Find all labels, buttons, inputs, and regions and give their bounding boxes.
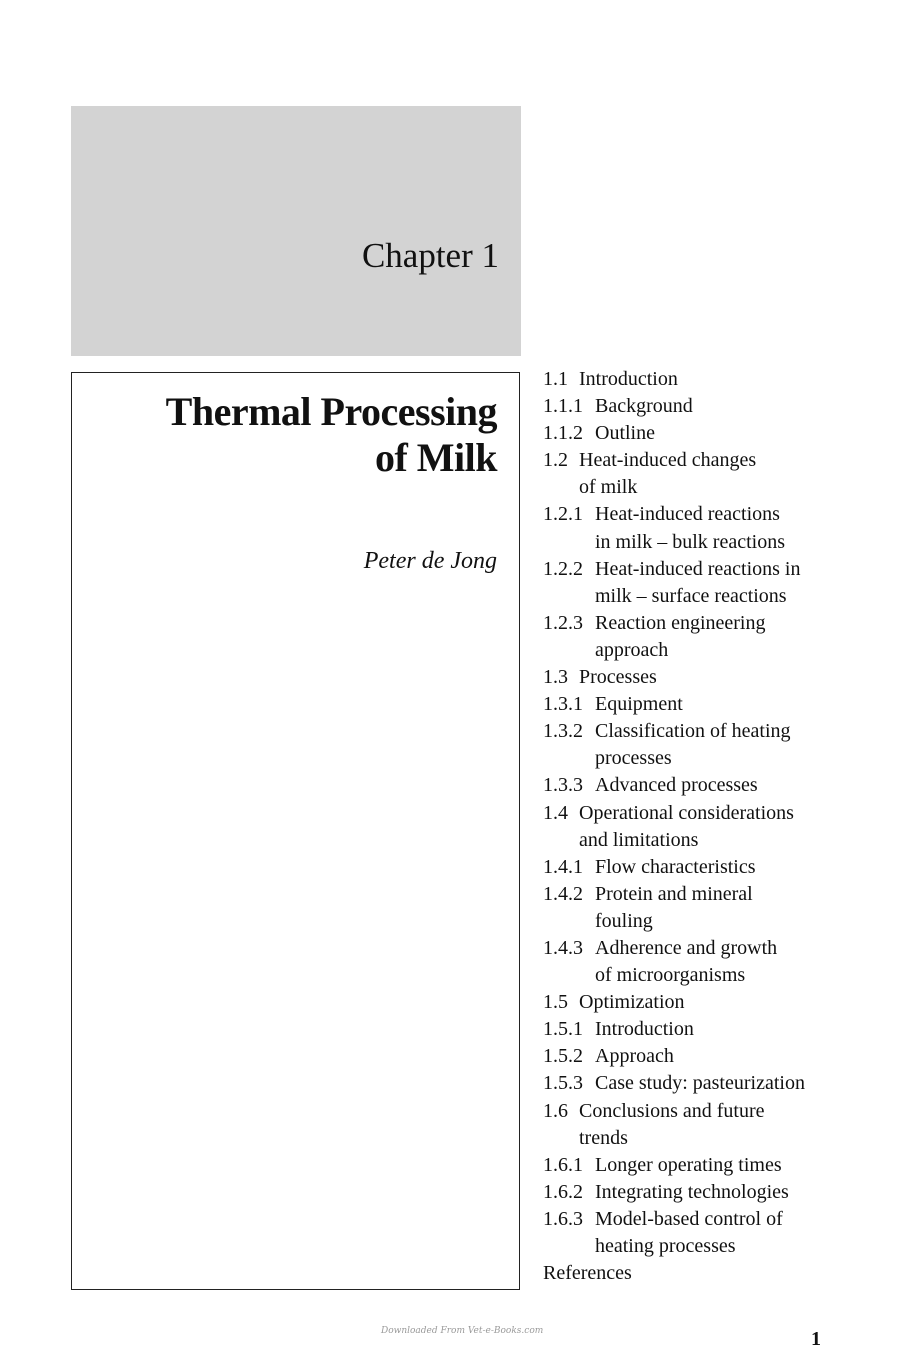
toc-entry [543,718,843,772]
toc-entry-number: 1.5.2 [543,1045,583,1068]
chapter-title [166,389,497,481]
toc-entry [543,800,843,854]
toc-entry-number: 1.4.1 [543,855,583,878]
chapter-banner [71,106,521,356]
toc-entry-title: Adherence and growth of microorganisms [595,936,778,987]
toc-entry-number: 1.3 [543,666,568,689]
toc-entry [543,1070,843,1097]
toc-entry [543,1043,843,1070]
toc-entry-number: 1.1.2 [543,422,583,445]
page-number: 1 [811,1328,821,1350]
toc-entry [543,447,843,501]
toc-entry [543,881,843,935]
toc-entry [543,610,843,664]
toc-entry-title: Conclusions and future trends [579,1099,765,1149]
toc-entry [543,1016,843,1043]
toc-entry-number: 1.6.2 [543,1180,583,1203]
toc-entry [543,854,843,881]
author-name: Peter de Jong [363,548,497,574]
chapter-title-line-1: Thermal Processing [165,389,497,434]
toc-entry-number: 1.2.2 [543,557,583,580]
toc-entry-title: Approach [595,1045,674,1068]
toc-entry-title: Processes [579,666,657,689]
toc-entry-title: Model-based control of heating processes [595,1207,783,1257]
toc-entry-title: Reaction engineering approach [595,611,766,661]
toc-entry [543,556,843,610]
toc-entry-number: 1.2 [543,449,568,472]
toc-entry [543,935,843,989]
toc-entry-title: Protein and mineral fouling [595,882,753,932]
toc-entry-number: 1.3.1 [543,693,583,716]
toc-entry [543,393,843,420]
toc-entry-title: Flow characteristics [595,855,756,878]
toc-entry-number: 1.4.3 [543,936,583,959]
toc-entry-title: Advanced processes [595,774,758,797]
toc-entry-number: 1.4 [543,801,568,824]
toc-entry [543,664,843,691]
toc-entry-number: 1.2.1 [543,503,583,526]
toc-entry-title: Introduction [595,1018,694,1041]
toc-entry [543,1152,843,1179]
toc-entry-title: Case study: pasteurization [595,1072,805,1095]
toc-entry-title: References [543,1262,632,1285]
toc-entry-title: Longer operating times [595,1153,782,1176]
toc-entry-number: 1.2.3 [543,611,583,634]
toc-entry-number: 1.3.3 [543,774,583,797]
toc-entry [543,420,843,447]
toc-entry-number: 1.1.1 [543,395,583,418]
toc-entry-title: Optimization [579,991,685,1014]
toc-entry-title: Background [595,395,693,418]
toc-entry-title: Operational considerations and limitations [579,801,794,851]
toc-entry-number: 1.5.1 [543,1018,583,1041]
chapter-title-line-2: of Milk [374,435,497,480]
toc-entry-title: Heat-induced changes of milk [579,449,757,499]
toc-entry [543,989,843,1016]
toc-entry-number: 1.1 [543,368,568,390]
table-of-contents [543,366,843,1287]
toc-entry [543,1098,843,1152]
toc-entry-number: 1.3.2 [543,720,583,743]
toc-entry-number: 1.6.1 [543,1153,583,1176]
toc-entry-title: Classification of heating processes [595,720,791,770]
toc-entry [543,366,843,393]
toc-entry [543,1260,843,1287]
toc-entry-number: 1.5.3 [543,1072,583,1095]
toc-entry [543,1206,843,1260]
watermark: Downloaded From Vet-e-Books.com [381,1326,544,1336]
chapter-label: Chapter 1 [361,236,499,275]
toc-entry-title: Introduction [579,368,678,390]
toc-entry [543,691,843,718]
toc-entry [543,501,843,555]
toc-entry-title: Outline [595,422,655,445]
toc-entry-title: Integrating technologies [595,1180,789,1203]
title-panel [71,372,520,1290]
toc-entry [543,1179,843,1206]
toc-entry [543,772,843,799]
toc-entry-title: Heat-induced reactions in milk – surface reactions [595,557,801,607]
toc-entry-number: 1.5 [543,991,568,1014]
toc-entry-title: Heat-induced reactions in milk – bulk reactions [595,503,785,553]
toc-entry-number: 1.6 [543,1099,568,1122]
toc-entry-number: 1.6.3 [543,1207,583,1230]
toc-entry-number: 1.4.2 [543,882,583,905]
toc-entry-title: Equipment [595,693,683,716]
